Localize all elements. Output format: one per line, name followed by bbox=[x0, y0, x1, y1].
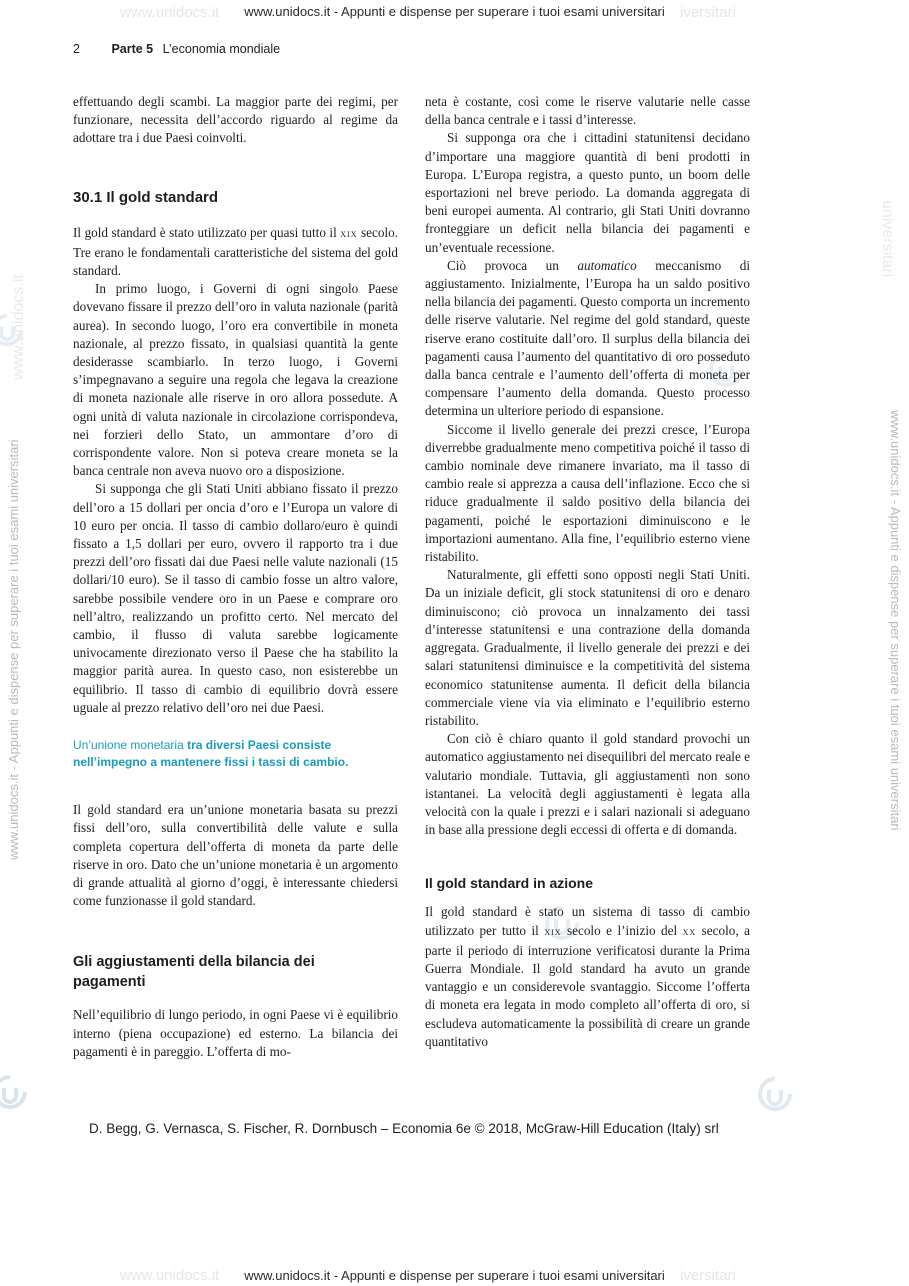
paragraph: effettuando degli scambi. La maggior parte dei regimi, per funzionare, necessita dell’accordo riguardo al regime da adottare tra i due Paesi coinvolti. bbox=[73, 94, 398, 146]
watermark-ghost-bottom: www.unidocs.it bbox=[120, 1267, 220, 1284]
definition-text: tra diversi Paesi consiste nell’impegno a mantenere fissi i tassi di cambio. bbox=[73, 738, 349, 770]
unidocs-logo-icon bbox=[0, 1074, 28, 1114]
running-head bbox=[73, 42, 280, 56]
paragraph: neta è costante, così come le riserve valutarie nelle casse della banca centrale e i tassi d’interesse. bbox=[425, 94, 750, 128]
left-column bbox=[73, 93, 398, 1061]
watermark-side-right: www.unidocs.it - Appunti e dispense per superare i tuoi esami universitari bbox=[888, 410, 903, 831]
paragraph: Si supponga ora che i cittadini statunitensi decidano d’importare una maggiore quantità di beni prodotti in Europa. L’Europa registra, a questo punto, un boom delle esportazioni nel breve periodo. La domanda aggregata di beni europei aumenta. Al contrario, gli Stati Uniti dovranno fronteggiare un deficit nella bilancia dei pagamenti e un’eventuale recessione. bbox=[425, 130, 750, 255]
part-label: Parte 5 bbox=[111, 42, 154, 56]
watermark-side-left: www.unidocs.it - Appunti e dispense per superare i tuoi esami universitari bbox=[6, 439, 21, 860]
definition-term: Un’unione monetaria bbox=[73, 738, 184, 753]
footer-citation: D. Begg, G. Vernasca, S. Fischer, R. Dornbusch – Economia 6e © 2018, McGraw-Hill Education (Italy) srl bbox=[89, 1121, 719, 1136]
paragraph: Naturalmente, gli effetti sono opposti negli Stati Uniti. Da un iniziale deficit, gli stock statunitensi di oro e denaro diminuiscono; ciò provoca un innalzamento dei tassi d’interesse statunitensi e una contrazione della domanda aggregata. Gradualmente, il livello generale dei prezzi e dei salari statunitensi diminuisce e la competitività del sistema economico statunitense aumenta. Il deficit della bilancia commerciale viene via via eliminato e l’equilibrio esterno ristabilito. bbox=[425, 567, 750, 728]
watermark-side-right-faint: universitari bbox=[879, 200, 896, 278]
paragraph: In primo luogo, i Governi di ogni singolo Paese dovevano fissare il prezzo dell’oro in valuta nazionale (parità aurea). In secondo luogo, l’oro era convertibile in moneta nazionale, al prezzo fissato, in qualsiasi quantità la gente desiderasse scambiarlo. In terzo luogo, i Governi s’impegnavano a seguire una regola che legava la creazione di moneta nazionale alle riserve in oro allora possedute. A ogni unità di valuta nazionale in circolazione corrispondeva, nei forzieri dello Stato, un ammontare d’oro di corrispondente valore. Non si poteva creare moneta se la banca centrale non aveva nuovo oro a disposizione. bbox=[73, 281, 398, 479]
unidocs-logo-icon bbox=[755, 1076, 795, 1116]
paragraph: Il gold standard è stato un sistema di tasso di cambio utilizzato per tutto il XIX secolo e l’inizio del XX secolo, a parte il periodo di interruzione verificatosi durante la Prima Guerra Mondiale. Il gold standard ha avuto un grande vantaggio e un considerevole svantaggio. Siccome l’offerta di moneta era legata in modo completo all’offerta di oro, si escludeva automaticamente la possibilità di creare un grande quantitativo bbox=[425, 904, 750, 1049]
watermark-side-left-faint: www.unidocs.it bbox=[10, 274, 27, 380]
watermark-ghost-top-right: iversitari bbox=[680, 4, 736, 21]
part-title: L’economia mondiale bbox=[162, 42, 281, 56]
paragraph: Nell’equilibrio di lungo periodo, in ogni Paese vi è equilibrio interno (piena occupazione) ed esterno. La bilancia dei pagamenti è in pareggio. L’offerta di mo- bbox=[73, 1007, 398, 1059]
paragraph: Si supponga che gli Stati Uniti abbiano fissato il prezzo dell’oro a 15 dollari per oncia d’oro e l’Europa un valore di 10 euro per oncia. Il tasso di cambio dollaro/euro è quindi fissato a 1,5 dollari per euro, ovvero il rapporto tra i due prezzi dell’oro fissati dai due Paesi nelle valute nazionali (15 dollari/10 euro). Se il tasso di cambio fosse un altro valore, sarebbe possibile vendere oro in un Paese e comprare oro nell’altro, realizzando un profitto certo. Nel mercato del cambio, il flusso di valuta sarebbe logicamente univocamente direzionato verso il Paese che ha stabilito la maggior parità aurea. In questo caso, non esisterebbe un equilibrio. Il tasso di cambio di equilibrio dovrà essere uguale al prezzo relativo dell’oro nei due Paesi. bbox=[73, 481, 398, 715]
watermark-ghost-top: www.unidocs.it bbox=[120, 4, 220, 21]
watermark-ghost-bottom-right: iversitari bbox=[680, 1267, 736, 1284]
watermark-top[interactable]: www.unidocs.it - Appunti e dispense per superare i tuoi esami universitari bbox=[244, 4, 665, 19]
right-column bbox=[425, 93, 750, 1051]
paragraph: Il gold standard è stato utilizzato per quasi tutto il XIX secolo. Tre erano le fondamentali caratteristiche del sistema del gold standard. bbox=[73, 224, 398, 279]
unidocs-logo-icon bbox=[0, 312, 24, 352]
paragraph: Con ciò è chiaro quanto il gold standard provochi un automatico aggiustamento nei disequilibri del mercato reale e valutario mondiale. Tuttavia, gli aggiustamenti non sono istantanei. La velocità degli aggiustamenti è legata alla velocità con la quale i prezzi e i salari nazionali si adeguano in base alla pressione degli eccessi di offerta e di domanda. bbox=[425, 731, 750, 838]
page-number: 2 bbox=[73, 42, 80, 56]
subsection-title: Il gold standard in azione bbox=[425, 875, 594, 892]
paragraph: Il gold standard era un’unione monetaria basata su prezzi fissi dell’oro, sulla convertibilità delle valute e sulla completa copertura dell’offerta di moneta da parte delle riserve in oro. Dato che un’unione monetaria è un argomento di grande attualità al giorno d’oggi, è interessante chiedersi come funzionasse il gold standard. bbox=[73, 802, 398, 909]
watermark-bottom[interactable]: www.unidocs.it - Appunti e dispense per superare i tuoi esami universitari bbox=[244, 1268, 665, 1283]
century-numeral: XIX bbox=[340, 229, 358, 239]
definition-box bbox=[73, 737, 398, 771]
paragraph: Ciò provoca un automatico meccanismo di aggiustamento. Inizialmente, l’Europa ha un saldo positivo nella bilancia dei pagamenti. Questo comporta un incremento delle riserve valutarie. Nel regime del gold standard, queste riserve erano costituite dall’oro. Il surplus della bilancia dei pagamenti causa l’aumento del quantitativo di oro posseduto dalla banca centrale e l’aumento dell’offerta di moneta per compensare l’aumento della domanda. Questo processo determina un ulteriore periodo di espansione. bbox=[425, 257, 750, 419]
paragraph: Siccome il livello generale dei prezzi cresce, l’Europa diverrebbe gradualmente meno competitiva poiché il tasso di cambio nominale deve rimanere invariato, ma il tasso di cambio reale si apprezza a causa dell’inflazione. Ecco che si riduce gradualmente il saldo positivo della bilancia dei pagamenti, poiché le esportazioni diminuiscono e le importazioni aumentano. Alla fine, l’equilibrio esterno viene ristabilito. bbox=[425, 421, 750, 565]
section-title: 30.1 Il gold standard bbox=[73, 188, 219, 206]
subsection-title: Gli aggiustamenti della bilancia dei pagamenti bbox=[73, 954, 315, 991]
